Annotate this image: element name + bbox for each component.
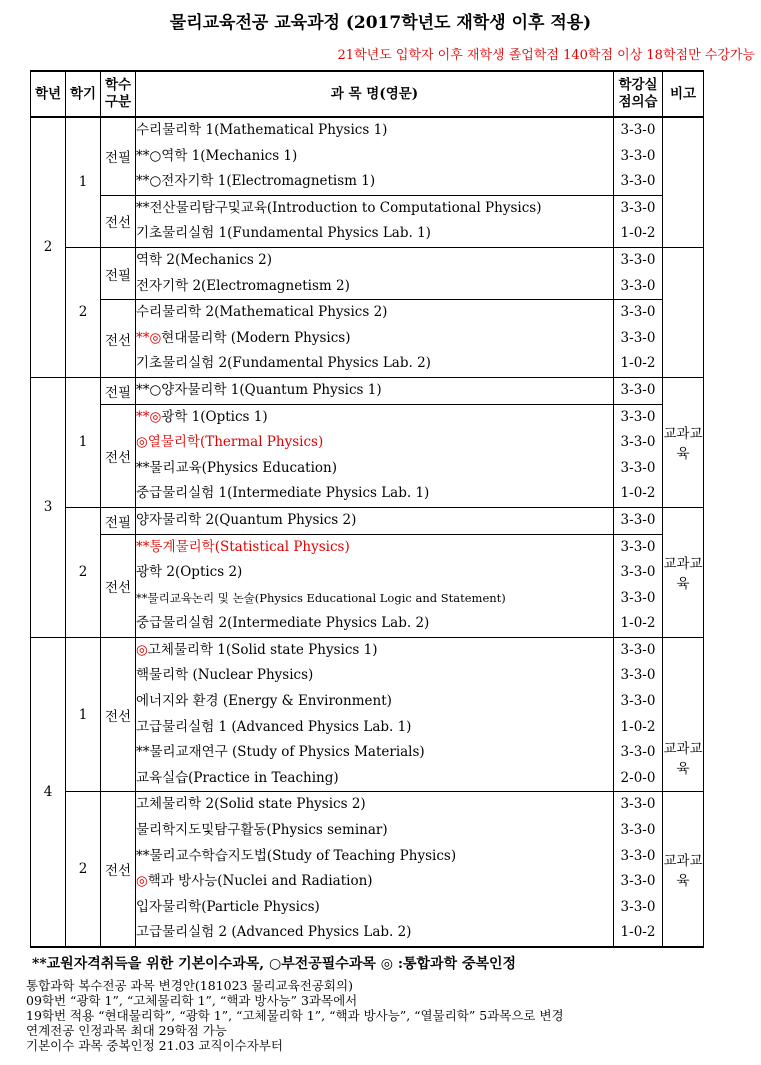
course-name: 물리교육논리 및 논술(Physics Educational Logic and Statement) <box>147 590 506 605</box>
course-prefix: **◎ <box>136 329 162 346</box>
course-prefix: ** <box>136 538 150 555</box>
credits-value: 3-3-0 <box>620 459 656 476</box>
course-name: 현대물리학 (Modern Physics) <box>161 329 351 346</box>
course-prefix: ** <box>136 847 150 864</box>
course-item <box>136 144 613 170</box>
course-list <box>136 117 614 195</box>
table-row <box>31 507 704 534</box>
credits-value: 3-3-0 <box>620 304 656 321</box>
credits-value: 3-3-0 <box>620 564 656 581</box>
credits-list <box>614 117 663 195</box>
course-item <box>136 560 613 586</box>
course-name: 양자물리학 1(Quantum Physics 1) <box>161 381 382 398</box>
course-name: 전자기학 1(Electromagnetism 1) <box>161 173 376 190</box>
header-credits-line1: 학강실 <box>618 77 658 93</box>
course-name: 고체물리학 2(Solid state Physics 2) <box>136 796 366 813</box>
credits-list <box>614 792 663 947</box>
course-item <box>136 611 613 637</box>
course-name: 양자물리학 2(Quantum Physics 2) <box>136 511 357 528</box>
course-prefix: ** <box>136 459 150 476</box>
course-name: 기초물리실험 1(Fundamental Physics Lab. 1) <box>136 225 431 242</box>
course-item <box>136 638 613 664</box>
course-item <box>136 920 613 946</box>
category-cell: 전필 <box>101 377 136 404</box>
course-prefix: ◎ <box>136 873 148 890</box>
course-name: 열물리학(Thermal Physics) <box>147 434 324 451</box>
course-name: 핵과 방사능(Nuclei and Radiation) <box>147 873 373 890</box>
semester-cell: 1 <box>66 117 101 247</box>
footnote-line: 연계전공 인정과목 최대 29학점 가능 <box>26 1023 227 1038</box>
credits-value: 3-3-0 <box>620 744 656 761</box>
course-name: 물리학지도및탐구활동(Physics seminar) <box>136 822 388 839</box>
category-cell: 전선 <box>101 300 136 378</box>
credits-value: 3-3-0 <box>620 277 656 294</box>
course-prefix: ◎ <box>136 434 148 451</box>
table-row <box>31 300 704 378</box>
credits-value: 3-3-0 <box>620 434 656 451</box>
course-name: 광학 1(Optics 1) <box>161 408 268 425</box>
footnote-line: 기본이수 과목 중복인정 21.03 교직이수자부터 <box>26 1038 283 1053</box>
course-item <box>136 378 613 404</box>
course-item <box>136 351 613 377</box>
course-list <box>136 247 614 299</box>
course-list <box>136 792 614 947</box>
credits-list <box>614 637 663 792</box>
footnote-line: 통합과학 복수전공 과목 변경안(181023 물리교육전공회의) <box>26 978 353 993</box>
course-item <box>136 456 613 482</box>
category-cell: 전선 <box>101 637 136 792</box>
course-prefix: ** <box>136 590 148 605</box>
course-list <box>136 534 614 637</box>
credits-value: 3-3-0 <box>620 641 656 658</box>
credits-value: 3-3-0 <box>620 796 656 813</box>
credits-value: 1-0-2 <box>620 615 656 632</box>
table-row <box>31 195 704 247</box>
course-name: 기초물리실험 2(Fundamental Physics Lab. 2) <box>136 355 431 372</box>
header-semester: 학기 <box>66 71 101 117</box>
header-category <box>101 71 136 117</box>
category-cell: 전필 <box>101 247 136 299</box>
credits-value: 3-3-0 <box>620 147 656 164</box>
course-item <box>136 169 613 195</box>
semester-cell: 1 <box>66 637 101 792</box>
course-name: 역학 2(Mechanics 2) <box>136 251 272 268</box>
header-credits <box>614 71 663 117</box>
header-note: 비고 <box>663 71 704 117</box>
course-prefix: ** <box>136 199 150 216</box>
credits-list <box>614 300 663 378</box>
note-cell: 교과교육 <box>663 792 704 947</box>
table-row <box>31 117 704 195</box>
course-item <box>136 221 613 247</box>
course-name: 에너지와 환경 (Energy & Environment) <box>136 693 392 710</box>
course-item <box>136 689 613 715</box>
course-prefix: **◎ <box>136 408 162 425</box>
course-name: 교육실습(Practice in Teaching) <box>136 769 339 786</box>
footnotes <box>26 978 564 1053</box>
credits-value: 3-3-0 <box>620 511 656 528</box>
table-row <box>31 377 704 404</box>
semester-cell: 2 <box>66 792 101 947</box>
table-row <box>31 792 704 947</box>
header-category-line2: 구분 <box>104 94 132 110</box>
credits-value: 3-3-0 <box>620 667 656 684</box>
credits-list <box>614 534 663 637</box>
course-item <box>136 248 613 274</box>
year-cell: 2 <box>31 117 66 377</box>
course-item <box>136 663 613 689</box>
course-name: 물리교수학습지도법(Study of Teaching Physics) <box>149 847 457 864</box>
credits-value: 3-3-0 <box>620 873 656 890</box>
credits-value: 1-0-2 <box>620 718 656 735</box>
note-cell: 교과교육 <box>663 637 704 792</box>
category-cell: 전선 <box>101 404 136 507</box>
table-row <box>31 637 704 792</box>
category-cell: 전선 <box>101 792 136 947</box>
credits-value: 1-0-2 <box>620 924 656 941</box>
note-cell <box>663 117 704 247</box>
note-cell: 교과교육 <box>663 507 704 637</box>
footnote-line: 19학번 적용 “현대물리학”, “광학 1”, “고체물리학 1”, “핵과 방사능”, “열물리학” 5과목으로 변경 <box>26 1008 564 1023</box>
credits-value: 3-3-0 <box>620 251 656 268</box>
course-name: 고체물리학 1(Solid state Physics 1) <box>147 641 378 658</box>
course-item <box>136 766 613 792</box>
footnote-line: 09학번 “광학 1”, “고체물리학 1”, “핵과 방사능” 3과목에서 <box>26 993 358 1008</box>
course-name: 전산물리탐구및교육(Introduction to Computational Physics) <box>149 199 542 216</box>
credits-value: 3-3-0 <box>620 589 656 606</box>
course-item <box>136 300 613 326</box>
header-course: 과 목 명(영문) <box>136 71 614 117</box>
credits-value: 3-3-0 <box>620 329 656 346</box>
category-cell: 전필 <box>101 507 136 534</box>
credits-value: 3-3-0 <box>620 693 656 710</box>
note-cell: 교과교육 <box>663 377 704 507</box>
credits-value: 3-3-0 <box>620 199 656 216</box>
course-item <box>136 844 613 870</box>
semester-cell: 2 <box>66 247 101 377</box>
course-list <box>136 195 614 247</box>
year-cell: 4 <box>31 637 66 947</box>
credits-list <box>614 507 663 534</box>
course-item <box>136 715 613 741</box>
semester-cell: 2 <box>66 507 101 637</box>
page-subtitle: 21학년도 입학자 이후 재학생 졸업학점 140학점 이상 18학점만 수강가능 <box>337 48 755 63</box>
course-name: 중급물리실험 1(Intermediate Physics Lab. 1) <box>136 485 430 502</box>
credits-value: 3-3-0 <box>620 408 656 425</box>
course-list <box>136 404 614 507</box>
credits-value: 1-0-2 <box>620 355 656 372</box>
credits-value: 3-3-0 <box>620 538 656 555</box>
credits-value: 3-3-0 <box>620 898 656 915</box>
credits-list <box>614 247 663 299</box>
credits-list <box>614 377 663 404</box>
course-name: 고급물리실험 1 (Advanced Physics Lab. 1) <box>136 718 412 735</box>
table-header-row <box>31 71 704 117</box>
course-list <box>136 300 614 378</box>
category-cell: 전선 <box>101 195 136 247</box>
course-item <box>136 586 613 612</box>
course-name: 수리물리학 2(Mathematical Physics 2) <box>136 304 388 321</box>
course-item <box>136 405 613 431</box>
course-name: 중급물리실험 2(Intermediate Physics Lab. 2) <box>136 615 430 632</box>
credits-value: 3-3-0 <box>620 381 656 398</box>
credits-value: 1-0-2 <box>620 225 656 242</box>
course-name: 전자기학 2(Electromagnetism 2) <box>136 277 350 294</box>
course-item <box>136 740 613 766</box>
course-name: 입자물리학(Particle Physics) <box>136 898 320 915</box>
course-list <box>136 637 614 792</box>
course-name: 물리교재연구 (Study of Physics Materials) <box>149 744 425 761</box>
course-item <box>136 895 613 921</box>
category-cell: 전선 <box>101 534 136 637</box>
category-cell: 전필 <box>101 117 136 195</box>
header-credits-line2: 점의습 <box>618 94 658 110</box>
course-item <box>136 869 613 895</box>
curriculum-table <box>30 70 704 948</box>
course-item <box>136 508 613 534</box>
semester-cell: 1 <box>66 377 101 507</box>
year-cell: 3 <box>31 377 66 637</box>
course-name: 핵물리학 (Nuclear Physics) <box>136 667 314 684</box>
course-prefix: **○ <box>136 147 162 164</box>
course-name: 고급물리실험 2 (Advanced Physics Lab. 2) <box>136 924 412 941</box>
credits-value: 3-3-0 <box>620 173 656 190</box>
course-name: 물리교육(Physics Education) <box>149 459 337 476</box>
credits-value: 3-3-0 <box>620 847 656 864</box>
course-item <box>136 326 613 352</box>
note-cell <box>663 247 704 377</box>
course-item <box>136 535 613 561</box>
course-name: 수리물리학 1(Mathematical Physics 1) <box>136 122 388 138</box>
course-name: 통계물리학(Statistical Physics) <box>149 538 350 555</box>
course-prefix: ◎ <box>136 641 148 658</box>
course-item <box>136 481 613 507</box>
table-row <box>31 534 704 637</box>
course-prefix: **○ <box>136 173 162 190</box>
course-item <box>136 430 613 456</box>
table-row <box>31 247 704 299</box>
header-year: 학년 <box>31 71 66 117</box>
course-item <box>136 118 613 144</box>
credits-list <box>614 195 663 247</box>
credits-value: 1-0-2 <box>620 485 656 502</box>
course-name: 역학 1(Mechanics 1) <box>161 147 298 164</box>
header-category-line1: 학수 <box>104 77 132 93</box>
course-name: 광학 2(Optics 2) <box>136 564 243 581</box>
page-title: 물리교육전공 교육과정 (2017학년도 재학생 이후 적용) <box>169 13 592 33</box>
credits-value: 3-3-0 <box>620 822 656 839</box>
course-item <box>136 818 613 844</box>
legend: **교원자격취득을 위한 기본이수과목, ○부전공필수과목 ◎ :통합과학 중복인정 <box>32 956 517 972</box>
course-item <box>136 274 613 300</box>
table-row <box>31 404 704 507</box>
course-prefix: ** <box>136 744 150 761</box>
course-item <box>136 792 613 818</box>
course-list <box>136 377 614 404</box>
credits-value: 2-0-0 <box>620 769 656 786</box>
credits-list <box>614 404 663 507</box>
course-item <box>136 196 613 222</box>
credits-value: 3-3-0 <box>620 122 656 138</box>
course-prefix: **○ <box>136 381 162 398</box>
course-list <box>136 507 614 534</box>
